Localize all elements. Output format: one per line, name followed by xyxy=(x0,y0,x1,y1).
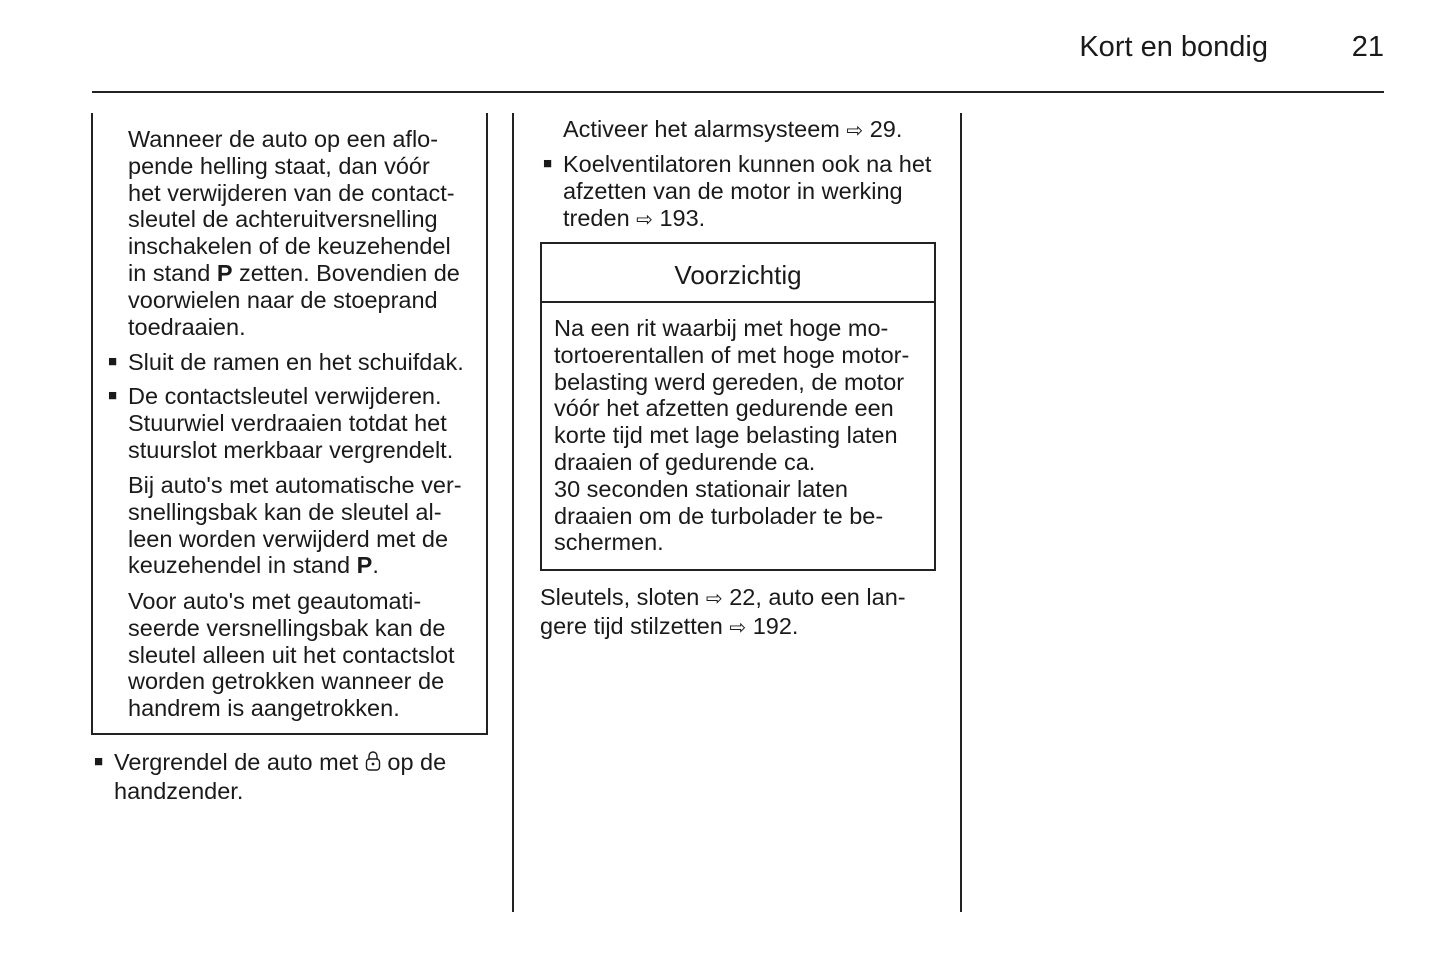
text-line: vóór het afzetten gedurende een xyxy=(554,395,894,422)
text-line: Bij auto's met automatische ver- xyxy=(128,472,462,498)
text-line: toedraaien. xyxy=(128,313,246,340)
text-fragment: Vergrendel de auto met xyxy=(114,749,365,775)
caution-heading: Voorzichtig xyxy=(542,244,934,303)
text-line xyxy=(540,613,940,642)
section-title: Kort en bondig xyxy=(1079,31,1268,63)
box-paragraph xyxy=(128,126,478,340)
text-line xyxy=(563,116,943,145)
text-line: schermen. xyxy=(554,529,664,556)
text-line xyxy=(114,749,474,778)
text-line: voorwielen naar de stoeprand xyxy=(128,286,438,313)
text-fragment: keuzehendel in stand xyxy=(128,552,357,579)
text-line: 30 seconden stationair laten xyxy=(554,475,848,502)
bullet-item xyxy=(108,349,478,376)
text-line: het verwijderen van de contact- xyxy=(128,179,455,206)
gear-position: P xyxy=(356,552,373,579)
header-divider xyxy=(92,91,1384,93)
arrow-right-icon: ⇨ xyxy=(636,208,653,231)
text-line: stuurslot merkbaar vergrendelt. xyxy=(128,436,454,463)
text-line: worden getrokken wanneer de xyxy=(128,668,445,695)
text-line: tortoerentallen of met hoge motor- xyxy=(554,341,910,368)
text-fragment: zetten. Bovendien de xyxy=(232,259,460,286)
text-fragment: op de xyxy=(380,749,447,775)
text-line: Wanneer de auto op een aflo- xyxy=(128,126,439,152)
bullet-item xyxy=(543,151,943,233)
bullet-square-icon: ■ xyxy=(108,387,118,404)
text-line: Na een rit waarbij met hoge mo- xyxy=(554,315,889,341)
bullet-square-icon: ■ xyxy=(94,753,104,770)
page-reference: 22 xyxy=(729,584,756,610)
page-reference: 193. xyxy=(659,204,706,231)
bullet-square-icon: ■ xyxy=(543,155,553,172)
text-fragment: treden xyxy=(563,204,630,231)
text-line xyxy=(128,552,478,579)
text-line: sleutel alleen uit het contactslot xyxy=(128,641,455,668)
text-line: Koelventilatoren kunnen ook na het xyxy=(563,151,932,177)
text-line xyxy=(128,260,478,287)
automated-paragraph xyxy=(128,588,478,722)
alarm-line xyxy=(563,116,943,145)
page-reference: 29. xyxy=(869,116,903,142)
text-line: seerde versnellingsbak kan de xyxy=(128,614,446,641)
column-divider xyxy=(512,113,514,912)
text-fragment: Sleutels, sloten xyxy=(540,584,700,610)
text-line: De contactsleutel verwijderen. xyxy=(128,383,442,409)
arrow-right-icon: ⇨ xyxy=(729,616,747,639)
page-reference: 192. xyxy=(752,612,799,639)
text-line xyxy=(540,584,940,613)
automatic-paragraph xyxy=(128,472,478,579)
text-line: leen worden verwijderd met de xyxy=(128,525,449,552)
text-line: pende helling staat, dan vóór xyxy=(128,152,430,179)
text-line: handzender. xyxy=(114,777,244,804)
text-line: snellingsbak kan de sleutel al- xyxy=(128,498,442,525)
text-line xyxy=(563,205,943,234)
text-line: inschakelen of de keuzehendel xyxy=(128,233,451,260)
arrow-right-icon: ⇨ xyxy=(846,120,864,142)
text-line: draaien om de turbolader te be- xyxy=(554,502,884,529)
text-line: sleutel de achteruitversnelling xyxy=(128,206,438,233)
text-line: handrem is aangetrokken. xyxy=(128,695,400,722)
arrow-right-icon: ⇨ xyxy=(705,588,723,610)
bullet-item xyxy=(94,749,474,805)
lock-icon xyxy=(365,750,381,778)
page-number: 21 xyxy=(1351,31,1384,63)
text-line: belasting werd gereden, de motor xyxy=(554,368,905,395)
text-line: korte tijd met lage belasting laten xyxy=(554,422,898,449)
caution-body xyxy=(542,303,934,556)
text-fragment: in stand xyxy=(128,259,217,286)
bullet-square-icon: ■ xyxy=(108,353,118,370)
text-line: Sluit de ramen en het schuifdak. xyxy=(128,349,464,375)
text-fragment: . xyxy=(372,552,379,579)
column-divider xyxy=(960,113,962,912)
text-line: draaien of gedurende ca. xyxy=(554,448,816,475)
text-fragment: gere tijd stilzetten xyxy=(540,612,723,639)
gear-position: P xyxy=(216,259,233,286)
text-fragment: Activeer het alarmsysteem xyxy=(563,116,840,142)
bullet-item xyxy=(108,383,478,463)
text-fragment: , auto een lan- xyxy=(755,584,906,610)
text-line: Stuurwiel verdraaien totdat het xyxy=(128,409,447,436)
text-line: Voor auto's met geautomati- xyxy=(128,588,422,614)
caution-box xyxy=(540,242,936,571)
references-paragraph xyxy=(540,584,940,642)
text-line: afzetten van de motor in werking xyxy=(563,177,903,204)
